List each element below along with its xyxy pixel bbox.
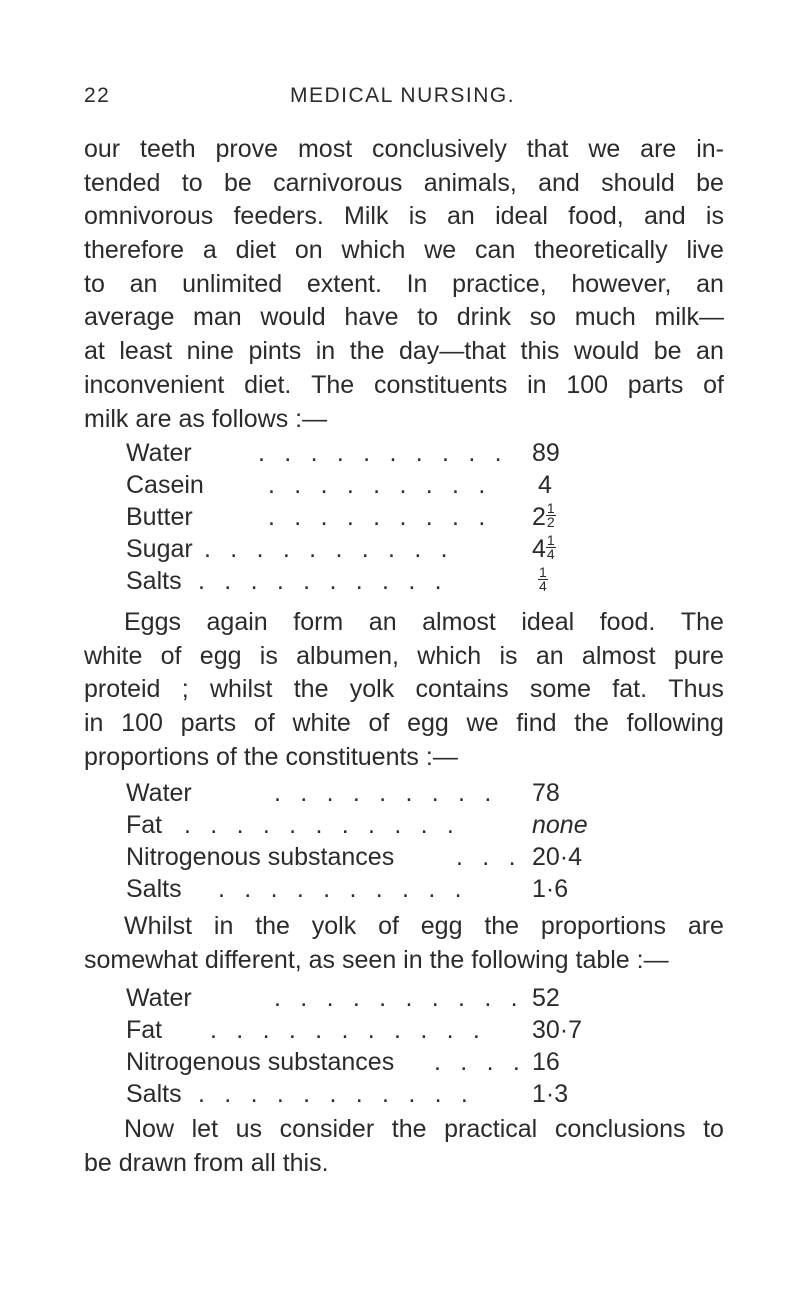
row-value: 52 (532, 984, 560, 1012)
leader-dots: . . . . . . . . . (268, 471, 492, 499)
row-value (538, 565, 548, 597)
leader-dots: . . . . . . . . . . (218, 875, 468, 903)
row-label: Nitrogenous substances (126, 843, 395, 871)
page-number: 22 (84, 84, 111, 107)
row-value: 1·3 (532, 1080, 569, 1108)
text-line: be drawn from all this. (84, 1148, 329, 1177)
leader-dots: . . . . . . . . . . (204, 535, 454, 563)
text-line: in 100 parts of white of egg we find the following (84, 709, 724, 738)
paragraph-eggs (84, 606, 724, 774)
text-line: Whilst in the yolk of egg the proportions are (124, 912, 724, 940)
table-row (126, 533, 686, 565)
row-value: 4 $\frac{1}{4}$ (532, 531, 555, 563)
text-line: at least nine pints in the day—that this would be an (84, 337, 724, 366)
text-line: to an unlimited extent. In practice, however, an (84, 269, 724, 298)
text-line: white of egg is albumen, which is an almost pure (84, 641, 724, 670)
table-row (126, 1014, 686, 1046)
text-line: tended to be carnivorous animals, and should be (84, 168, 724, 197)
row-label: Nitrogenous substances (126, 1048, 395, 1076)
table-row (126, 437, 686, 469)
table-row (126, 565, 686, 597)
row-label: Sugar (126, 535, 193, 563)
row-label: Butter (126, 503, 193, 531)
row-label: Fat (126, 1016, 163, 1044)
text-line: therefore a diet on which we can theoretically live (84, 236, 724, 265)
fraction: $\frac{1}{2}$ (546, 499, 555, 530)
fraction: $\frac{1}{4}$ (546, 531, 555, 562)
table-row (126, 982, 686, 1014)
table-row (126, 501, 686, 533)
row-value: none (532, 811, 588, 839)
leader-dots: . . . . . . . . . . (198, 567, 448, 595)
text-line: Eggs again form an almost ideal food. The (124, 608, 724, 636)
text-line: average man would have to drink so much milk— (84, 303, 724, 332)
table-row (126, 809, 686, 841)
row-label: Fat (126, 811, 163, 839)
row-value: 20·4 (532, 843, 583, 871)
row-label: Water (126, 779, 192, 807)
leader-dots: . . . . . . . . . . . (198, 1080, 475, 1108)
leader-dots: . . . (456, 843, 522, 871)
leader-dots: . . . . . . . . . (274, 779, 498, 807)
milk-constituents-table (126, 437, 686, 597)
paragraph-yolk (84, 910, 724, 977)
leader-dots: . . . . . . . . . . . (184, 811, 461, 839)
leader-dots: . . . . . . . . . . (274, 984, 524, 1012)
row-label: Water (126, 439, 192, 467)
text-line: proteid ; whilst the yolk contains some fat. Thus (84, 675, 724, 704)
paragraph-milk-intro (84, 133, 724, 436)
table-row (126, 1078, 686, 1110)
text-line: proportions of the constituents :— (84, 742, 458, 771)
row-value: 2 $\frac{1}{2}$ (532, 499, 555, 531)
leader-dots: . . . . . . . . . . . (210, 1016, 487, 1044)
egg-yolk-table (126, 982, 686, 1110)
fraction: $\frac{1}{4}$ (539, 563, 547, 594)
text-line: our teeth prove most conclusively that we are in- (84, 135, 724, 163)
leader-dots: . . . . . . . . . . (258, 439, 508, 467)
text-line: Now let us consider the practical conclusions to (124, 1115, 724, 1143)
row-value: 30·7 (532, 1016, 583, 1044)
row-label: Salts (126, 875, 182, 903)
table-row (126, 873, 686, 905)
leader-dots: . . . . (434, 1048, 527, 1076)
table-row (126, 777, 686, 809)
row-value: 78 (532, 779, 560, 807)
running-title: MEDICAL NURSING. (290, 84, 516, 107)
running-head (84, 84, 724, 114)
row-label: Water (126, 984, 192, 1012)
text-line: omnivorous feeders. Milk is an ideal food, and is (84, 202, 724, 231)
table-row (126, 1046, 686, 1078)
table-row (126, 469, 686, 501)
text-line: milk are as follows :— (84, 404, 328, 433)
egg-white-table (126, 777, 686, 905)
text-line: inconvenient diet. The constituents in 100 parts of (84, 370, 724, 399)
row-label: Casein (126, 471, 204, 499)
row-value: 1·6 (532, 875, 569, 903)
table-row (126, 841, 686, 873)
row-value: 4 (538, 471, 552, 499)
row-label: Salts (126, 1080, 182, 1108)
row-label: Salts (126, 567, 182, 595)
leader-dots: . . . . . . . . . (268, 503, 492, 531)
text-line: somewhat different, as seen in the following table :— (84, 945, 669, 974)
row-value: 89 (532, 439, 560, 467)
row-value: 16 (532, 1048, 560, 1076)
paragraph-conclusion (84, 1113, 724, 1180)
